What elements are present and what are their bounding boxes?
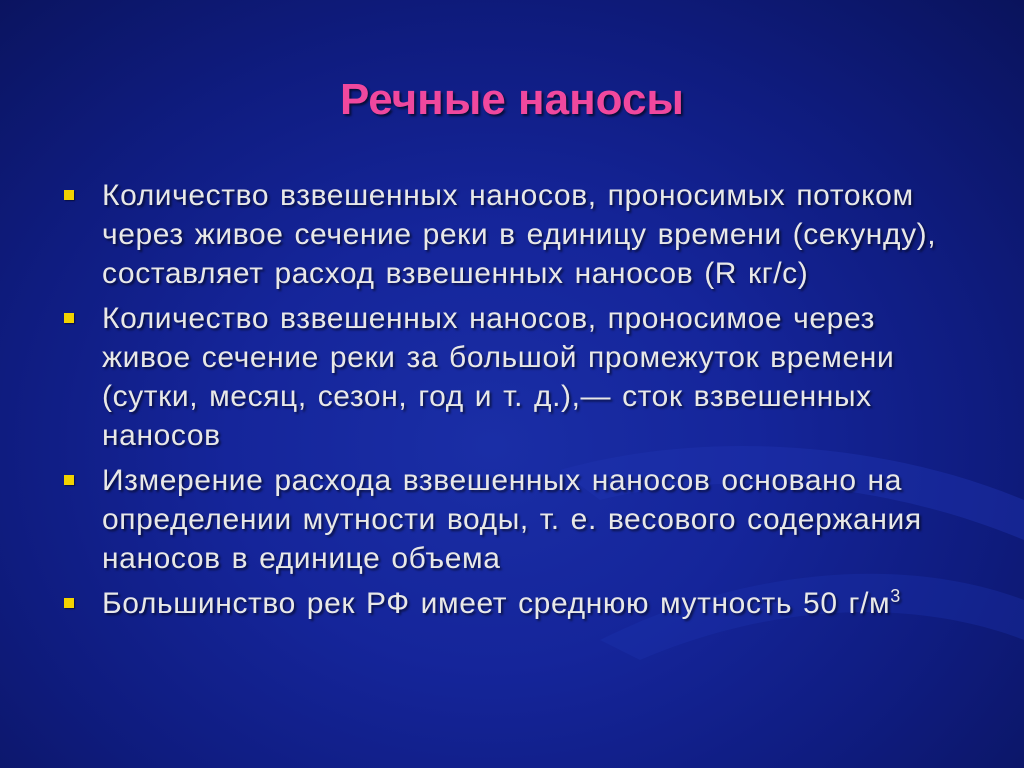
- bullet-text: Количество взвешенных наносов, проносимых потоком через живое сечение реки в единицу времени (секунду), составляет расход взвешенных наносов (R кг/с): [102, 179, 937, 290]
- bullet-item: [62, 176, 962, 293]
- square-bullet-icon: [64, 598, 74, 608]
- bullet-text: Количество взвешенных наносов, проносимое через живое сечение реки за большой промежуток времени (сутки, месяц, сезон, год и т. д.),— сток взвешенных наносов: [102, 302, 895, 452]
- slide-title: Речные наносы: [340, 75, 684, 124]
- bullet-list: [62, 176, 962, 629]
- square-bullet-icon: [64, 190, 74, 200]
- bullet-text: Измерение расхода взвешенных наносов основано на определении мутности воды, т. е. весового содержания наносов в единице объема: [102, 464, 922, 575]
- bullet-item: [62, 299, 962, 455]
- square-bullet-icon: [64, 313, 74, 323]
- unit-superscript: 3: [890, 586, 901, 606]
- bullet-item: [62, 584, 962, 623]
- bullet-item: [62, 461, 962, 578]
- bullet-text: Большинство рек РФ имеет среднюю мутность 50 г/м: [102, 587, 891, 620]
- square-bullet-icon: [64, 475, 74, 485]
